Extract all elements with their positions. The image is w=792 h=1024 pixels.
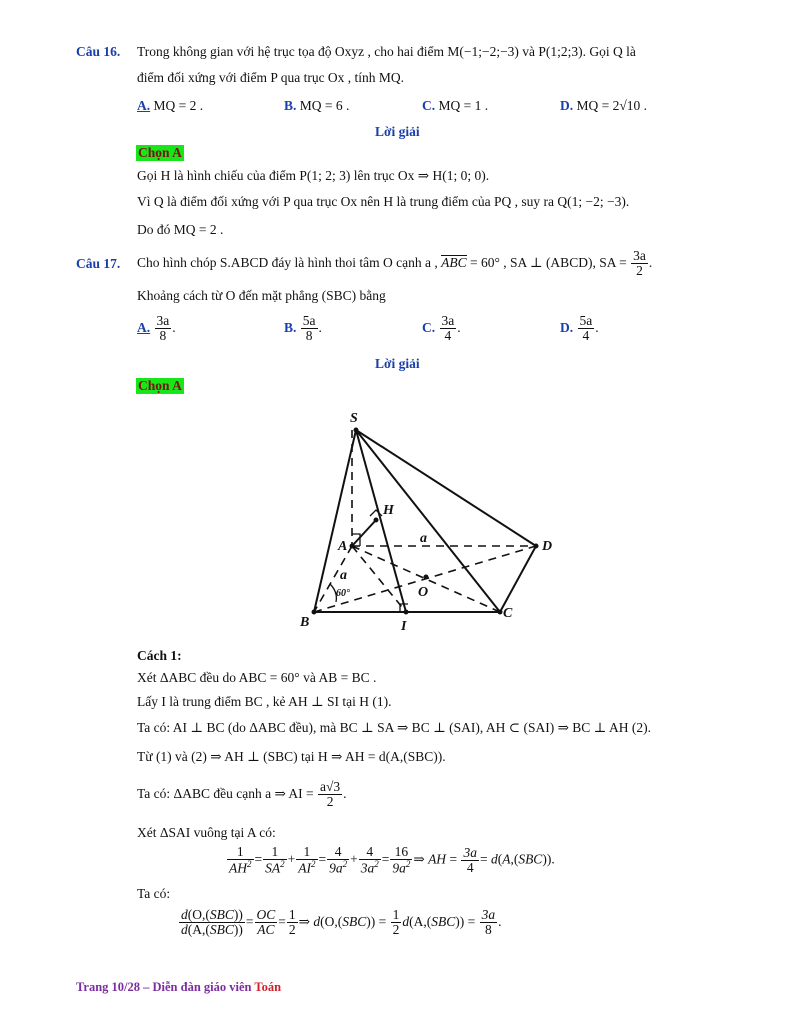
q16-stem-line1: Trong không gian với hệ trục tọa độ Oxyz , cho hai điểm M(−1;−2;−3) và P(1;2;3). Gọi Q là	[137, 44, 636, 59]
q17-chon-badge: Chọn A	[138, 378, 182, 393]
ai-num: a√3	[320, 779, 341, 794]
q17-option-b-num: 5a	[302, 313, 316, 328]
q16-option-a-text: MQ = 2 .	[153, 98, 204, 113]
q17-option-b-label: B.	[284, 319, 297, 335]
q17-sa-num: 3a	[633, 248, 646, 263]
q16-option-b	[284, 98, 349, 114]
q16-stem-line2: điểm đối xứng với điểm P qua trục Ox , tính MQ.	[137, 70, 405, 85]
q17-option-d-den: 4	[582, 328, 590, 344]
ai-fraction	[318, 780, 342, 809]
q17-option-c-den: 4	[444, 328, 452, 344]
q17-sol-l3: Ta có: AI ⊥ BC (do ΔABC đều), mà BC ⊥ SA ⇒ BC ⊥ (SAI), AH ⊂ (SAI) ⇒ BC ⊥ AH (2).	[137, 720, 651, 735]
q16-chon-badge: Chọn A	[138, 145, 182, 160]
q17-sol-l5-text: Ta có: ΔABC đều cạnh a ⇒ AI =	[137, 785, 314, 801]
q16-solution-title: Lời giải	[375, 124, 420, 139]
q16-option-a	[137, 98, 203, 114]
q17-stem-part-a: Cho hình chóp S.ABCD đáy là hình thoi tâm O cạnh a ,	[137, 254, 438, 270]
q17-angle: ABC	[441, 254, 467, 270]
label-d: D	[542, 539, 553, 554]
edge-ah	[352, 520, 376, 546]
q17-option-b-fraction	[301, 314, 318, 343]
q17-option-a-den: 8	[159, 328, 167, 344]
label-c: C	[503, 606, 513, 621]
label-a-top: a	[420, 531, 427, 546]
q17-sol-l6: Xét ΔSAI vuông tại A có:	[137, 825, 276, 840]
label-h: H	[383, 503, 394, 518]
q17-stem-line2: Khoảng cách từ O đến mặt phẳng (SBC) bằng	[137, 288, 386, 303]
q16-sol-line1: Gọi H là hình chiếu của điểm P(1; 2; 3) lên trục Ox ⇒ H(1; 0; 0).	[137, 168, 490, 183]
ai-den: 2	[326, 794, 334, 810]
q16-number: Câu 16.	[76, 44, 121, 59]
label-angle: 60°	[336, 588, 350, 599]
label-o: O	[418, 585, 429, 600]
label-b: B	[300, 615, 310, 630]
q17-sa-den: 2	[636, 263, 643, 279]
q17-option-c-label: C.	[422, 319, 436, 335]
q16-option-d-text: MQ = 2√10 .	[576, 98, 648, 113]
page-footer	[76, 980, 281, 995]
q16-option-c-text: MQ = 1 .	[438, 98, 489, 113]
q17-option-c: C. $\frac{3a}{4}$ .	[422, 313, 461, 344]
q17-sol-l8: Ta có:	[137, 886, 171, 901]
label-s: S	[350, 411, 358, 426]
q17-option-a-fraction	[155, 314, 172, 343]
q17-option-d-label: D.	[560, 319, 574, 335]
pyramid-figure	[290, 398, 570, 638]
q17-stem-part-b: = 60° , SA ⊥ (ABCD), SA =	[469, 254, 627, 270]
formula-ratio: $\frac{\text{d(O,(SBC))}}{\text{d(A,(SBC))}}$ = $\frac{OC}{AC}$ = $\frac{1}{2}$ ⇒ d(O,(SBC)) = $\frac{1}{2}$ d(A,(SBC)) = $\frac{3a}{8}$ .	[181, 907, 502, 938]
q17-option-c-num: 3a	[441, 313, 455, 328]
right-angle-h	[370, 510, 382, 516]
q16-option-d-label: D.	[560, 98, 574, 113]
q17-option-b: B. $\frac{5a}{8}$ .	[284, 313, 322, 344]
q17-sol-l5: Ta có: ΔABC đều cạnh a ⇒ AI = $\frac{a√3}{2}$ .	[137, 779, 347, 810]
q16-option-a-label: A.	[137, 98, 151, 113]
q16-option-c-label: C.	[422, 98, 436, 113]
formula-ah: $\frac{1}{AH^2}$ = $\frac{1}{SA^2}$ + $\frac{1}{AI^2}$ = $\frac{4}{9a^2}$ + $\frac{4}{3a^2}$ = $\frac{16}{9a^2}$ ⇒ AH = $\frac{3a}{4}$ = d(A,(SBC)).	[229, 844, 555, 876]
q16-sol-line2: Vì Q là điểm đối xứng với P qua trục Ox nên H là trung điểm của PQ , suy ra Q(1; −2; −3).	[137, 194, 630, 209]
footer-prefix: Trang 10/28 – Diễn đàn giáo viên	[76, 980, 255, 994]
q17-sa-fraction	[631, 249, 648, 278]
q17-number: Câu 17.	[76, 256, 121, 271]
q17-sol-l1: Xét ΔABC đều do ABC = 60° và AB = BC .	[137, 670, 377, 685]
q17-sol-l4: Từ (1) và (2) ⇒ AH ⊥ (SBC) tại H ⇒ AH = d(A,(SBC)).	[137, 749, 446, 764]
q17-option-a-label: A.	[137, 319, 151, 335]
q17-option-c-fraction	[440, 314, 457, 343]
q17-option-d: D. $\frac{5a}{4}$ .	[560, 313, 599, 344]
q17-option-a: A. $\frac{3a}{8}$ .	[137, 313, 176, 344]
footer-subject: Toán	[254, 980, 282, 994]
q16-option-b-label: B.	[284, 98, 297, 113]
label-i: I	[401, 619, 407, 634]
q16-option-b-text: MQ = 6 .	[299, 98, 350, 113]
q17-option-b-den: 8	[305, 328, 313, 344]
cach-title: Cách 1:	[137, 648, 182, 663]
q17-solution-title: Lời giải	[375, 356, 420, 371]
q16-option-d	[560, 98, 647, 114]
q17-option-d-fraction	[578, 314, 595, 343]
q17-option-d-num: 5a	[579, 313, 593, 328]
label-a-left: a	[340, 568, 347, 583]
q17-stem-line1: Cho hình chóp S.ABCD đáy là hình thoi tâm O cạnh a , ABC = 60° , SA ⊥ (ABCD), SA = $\frac{3a}{2}$ .	[137, 248, 653, 279]
label-a: A	[338, 539, 348, 554]
q17-option-a-num: 3a	[156, 313, 170, 328]
q16-sol-line3: Do đó MQ = 2 .	[137, 222, 224, 237]
edge-sb	[314, 430, 356, 612]
q16-option-c	[422, 98, 488, 114]
q17-sol-l2: Lấy I là trung điểm BC , kẻ AH ⊥ SI tại H (1).	[137, 694, 392, 709]
